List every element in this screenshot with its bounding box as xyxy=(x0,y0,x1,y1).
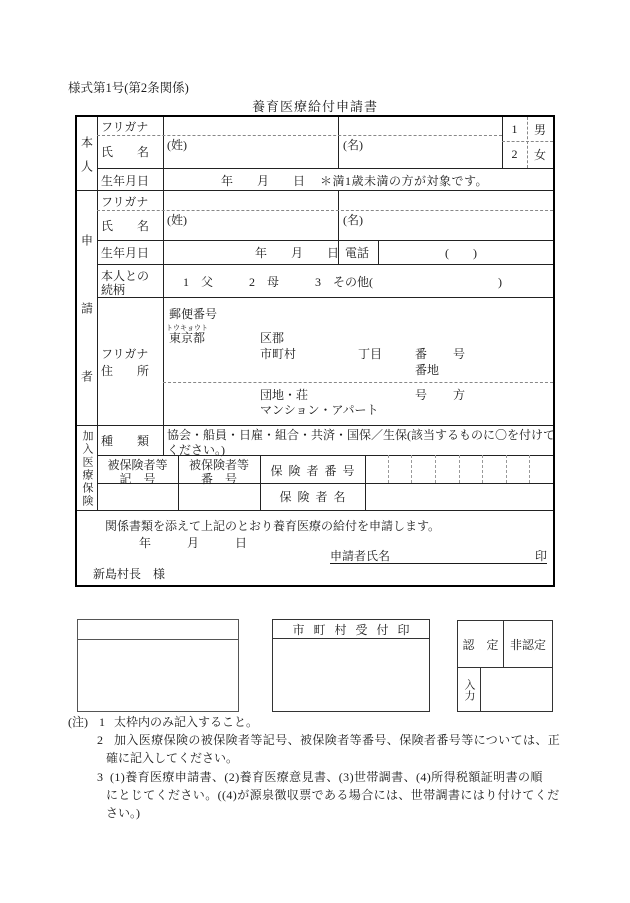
insurance-type-label: 種 類 xyxy=(101,434,150,448)
banchi-label: 番地 xyxy=(415,363,440,377)
insured-symbol-label-line1: 被保険者等 xyxy=(107,458,168,472)
section-insurance xyxy=(77,425,97,510)
approved-cell: 認 定 xyxy=(458,621,504,667)
honnin-name-divider xyxy=(338,117,339,168)
tel-cell-divider xyxy=(378,240,379,264)
gender-female-label: 女 xyxy=(533,148,546,162)
digit-cell xyxy=(506,455,530,483)
honnin-name-row-divider xyxy=(97,168,553,169)
applicant-section-divider xyxy=(77,425,553,426)
honnin-mei-label: (名) xyxy=(343,138,363,152)
digit-cell xyxy=(459,455,483,483)
notes-mark: (注) xyxy=(68,715,88,729)
seal-label: 印 xyxy=(534,549,547,563)
digit-cell xyxy=(529,455,553,483)
honnin-furigana-label: フリガナ xyxy=(101,120,149,134)
insurer-name-label: 保険者名 xyxy=(279,490,352,504)
applicant-birth-value: 年 月 日 xyxy=(255,246,340,260)
tel-label: 電話 xyxy=(345,246,370,260)
insurance-type-options-line1: 協会・船員・日雇・組合・共済・国保／生保(該当するものに〇を付けて xyxy=(167,428,555,442)
chome-label: 丁目 xyxy=(358,347,383,361)
municipal-stamp-box xyxy=(272,619,430,712)
mansion-label: マンション・アパート xyxy=(260,403,379,417)
insurer-number-label: 保険者番号 xyxy=(270,464,361,478)
note-2-number: 2 xyxy=(97,733,103,747)
declaration-statement: 関係書類を添えて上記のとおり養育医療の給付を申請します。 xyxy=(105,519,441,533)
input-blank-cell xyxy=(481,668,552,711)
note-1-number: 1 xyxy=(99,715,105,729)
note-3-text-line3: さい。) xyxy=(106,806,140,820)
note-2-text-line2: 確に記入してください。 xyxy=(106,751,239,765)
address-dashed-divider xyxy=(163,382,553,383)
go-label: 号 xyxy=(453,347,466,361)
tel-value: ( ) xyxy=(445,246,477,260)
kugun-label: 区郡 xyxy=(260,331,285,345)
section-insurance-label: 加入医療保険 xyxy=(81,429,93,508)
gender-male-number: 1 xyxy=(511,121,518,136)
not-approved-cell: 非認定 xyxy=(509,637,546,652)
insurance-section-divider xyxy=(77,510,553,511)
insurer-number-digit-cells xyxy=(365,455,553,483)
honnin-name-label: 氏 名 xyxy=(101,145,150,159)
kata-label: 方 xyxy=(453,388,466,402)
digit-cell xyxy=(365,455,388,483)
go2-label: 号 xyxy=(415,388,428,402)
digit-cell xyxy=(435,455,459,483)
insured-number-label-line2: 番 号 xyxy=(200,472,237,486)
relation-options: 1 父 2 母 3 その他( xyxy=(183,275,373,289)
note-3-text-line1: (1)養育医療申請書、(2)養育医療意見書、(3)世帯調書、(4)所得税額証明書の順 xyxy=(110,770,543,784)
input-row xyxy=(458,668,552,711)
approval-box xyxy=(457,620,553,712)
digit-cell xyxy=(388,455,412,483)
note-3-text-line2: にとじてください。((4)が源泉徴収票である場合には、世帯調書にはり付けてくだ xyxy=(106,788,560,802)
applicant-birth-row-divider xyxy=(97,264,553,265)
note-1-text: 太枠内のみ記入すること。 xyxy=(114,715,259,729)
section-column-divider xyxy=(97,117,98,510)
honnin-section-divider xyxy=(77,190,553,191)
insured-symbol-label-line2: 記 号 xyxy=(119,472,156,486)
relation-close-paren: ) xyxy=(498,275,502,289)
section-applicant-label: 申請者 xyxy=(79,233,94,438)
address-label: 住 所 xyxy=(101,364,150,378)
applicant-name-row-divider xyxy=(97,240,553,241)
input-cell-label: 入力 xyxy=(463,678,475,701)
applicant-signature-line xyxy=(330,547,547,564)
honnin-age-note: ＊満1歳未満の方が対象です。 xyxy=(320,174,489,188)
note-2-text-line1: 加入医療保険の被保険者等記号、被保険者等番号、保険者番号等については、正 xyxy=(114,733,561,747)
shichoson-label: 市町村 xyxy=(260,347,297,361)
honnin-birth-label: 生年月日 xyxy=(101,174,150,188)
section-honnin-label: 本人 xyxy=(79,135,94,184)
honnin-sei-label: (姓) xyxy=(167,138,187,152)
digit-cell xyxy=(411,455,435,483)
form-code: 様式第1号(第2条関係) xyxy=(68,81,189,95)
section-honnin xyxy=(77,117,97,190)
applicant-furigana-divider xyxy=(97,210,553,211)
applicant-furigana-label: フリガナ xyxy=(101,195,149,209)
relation-label-line2: 続柄 xyxy=(101,283,126,297)
gender-male-label: 男 xyxy=(533,122,546,137)
insured-number-label-line1: 被保険者等 xyxy=(188,458,249,472)
applicant-name-label: 氏 名 xyxy=(101,219,150,233)
applicant-name-line-label: 申請者氏名 xyxy=(330,549,391,563)
municipal-stamp-box-title: 市町村受付印 xyxy=(273,620,429,639)
prefecture-kana: トウキョウト xyxy=(166,324,208,332)
page-title: 養育医療給付申請書 xyxy=(251,99,378,114)
office-use-box xyxy=(77,619,239,712)
main-form-table xyxy=(75,115,555,587)
input-cell xyxy=(458,668,481,711)
office-use-box-header xyxy=(78,620,238,640)
section-applicant xyxy=(77,190,97,438)
prefecture-label: 東京都 xyxy=(169,331,206,345)
insurance-type-options-line2: ください。) xyxy=(167,443,225,457)
applicant-sei-label: (姓) xyxy=(167,213,187,227)
applicant-birth-label: 生年月日 xyxy=(101,246,150,260)
addressee-label: 新島村長 様 xyxy=(93,567,166,581)
ban-label: 番 xyxy=(415,347,428,361)
danchi-label: 団地・荘 xyxy=(260,388,309,402)
digit-cell xyxy=(482,455,506,483)
note-3-number: 3 xyxy=(97,770,103,784)
applicant-mei-label: (名) xyxy=(343,213,363,227)
declaration-date: 年 月 日 xyxy=(139,536,248,550)
relation-row-divider xyxy=(97,297,553,298)
gender-female-number: 2 xyxy=(511,147,518,161)
honnin-furigana-divider xyxy=(97,135,502,136)
honnin-birth-value: 年 月 日 xyxy=(221,174,306,188)
relation-label-line1: 本人との xyxy=(101,269,150,283)
postal-code-label: 郵便番号 xyxy=(169,307,218,321)
address-furigana-label: フリガナ xyxy=(101,347,149,361)
approval-row xyxy=(458,621,552,668)
